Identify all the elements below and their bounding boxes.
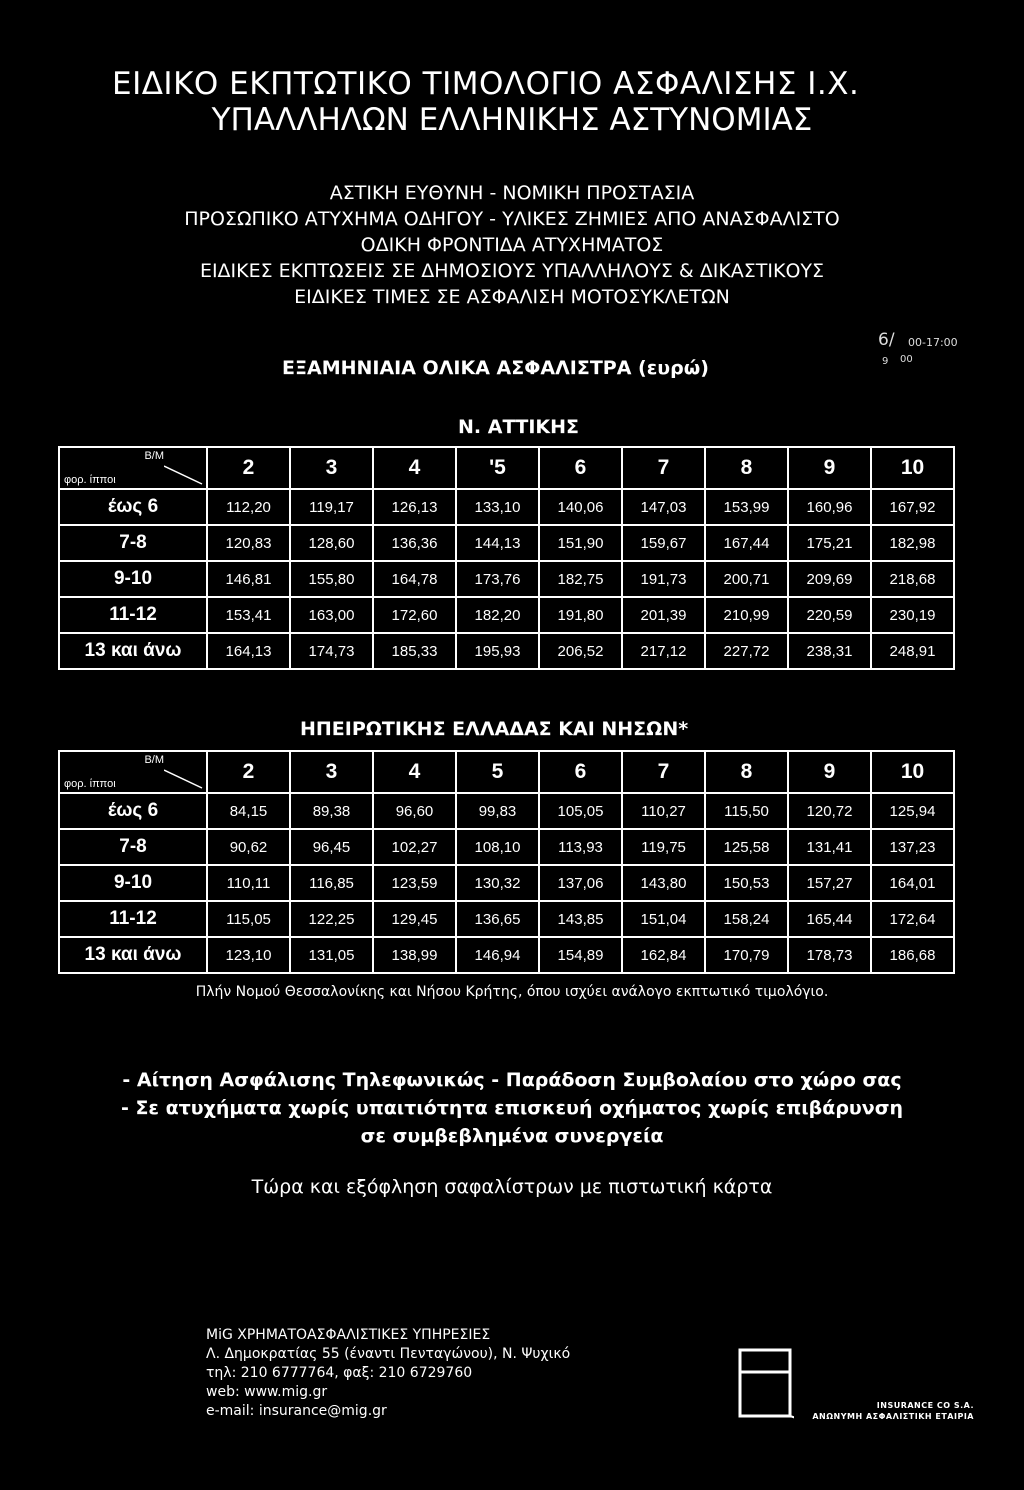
rate-cell: 195,93: [456, 633, 539, 669]
rate-cell: 122,25: [290, 901, 373, 937]
row-label: 9-10: [59, 561, 207, 597]
stamp-small: 00: [900, 354, 913, 365]
rate-cell: 150,53: [705, 865, 788, 901]
rate-cell: 227,72: [705, 633, 788, 669]
row-label: 13 και άνω: [59, 937, 207, 973]
row-label: 11-12: [59, 597, 207, 633]
corner-hp-label: φορ. ίπποι: [64, 474, 116, 486]
rate-cell: 130,32: [456, 865, 539, 901]
rate-cell: 131,41: [788, 829, 871, 865]
rate-cell: 146,81: [207, 561, 290, 597]
table-row: [59, 525, 954, 561]
rate-cell: 209,69: [788, 561, 871, 597]
rate-cell: 96,60: [373, 793, 456, 829]
rate-cell: 159,67: [622, 525, 705, 561]
rate-cell: 170,79: [705, 937, 788, 973]
rate-cell: 157,27: [788, 865, 871, 901]
rate-cell: 191,80: [539, 597, 622, 633]
rate-cell: 102,27: [373, 829, 456, 865]
rate-cell: 163,00: [290, 597, 373, 633]
footnote: Πλήν Νομού Θεσσαλονίκης και Νήσου Κρήτης, όπου ισχύει ανάλογο εκπτωτικό τιμολόγιο.: [195, 984, 829, 1000]
rate-cell: 146,94: [456, 937, 539, 973]
logo-line: INSURANCE CO S.A.: [876, 1401, 974, 1410]
column-header: 7: [622, 447, 705, 489]
rate-cell: 123,10: [207, 937, 290, 973]
diagonal-line-icon: [164, 464, 204, 486]
rate-cell: 174,73: [290, 633, 373, 669]
rate-cell: 153,99: [705, 489, 788, 525]
row-label: 7-8: [59, 829, 207, 865]
rate-cell: 116,85: [290, 865, 373, 901]
table-row: [59, 793, 954, 829]
rate-cell: 119,75: [622, 829, 705, 865]
website[interactable]: web: www.mig.gr: [206, 1384, 328, 1400]
column-header: 10: [871, 751, 954, 793]
rate-cell: 218,68: [871, 561, 954, 597]
column-header: 6: [539, 751, 622, 793]
rate-cell: 143,80: [622, 865, 705, 901]
rate-cell: 119,17: [290, 489, 373, 525]
column-header: 3: [290, 447, 373, 489]
diagonal-line-icon: [164, 768, 204, 790]
promo-block: [0, 1066, 1024, 1150]
phone: τηλ: 210 6777764, φαξ: 210 6729760: [206, 1365, 473, 1381]
rate-cell: 160,96: [788, 489, 871, 525]
rate-cell: 140,06: [539, 489, 622, 525]
rate-cell: 186,68: [871, 937, 954, 973]
rate-cell: 151,90: [539, 525, 622, 561]
stamp-main: 6/: [878, 330, 895, 350]
premium-label: ΕΞΑΜΗΝΙΑΙΑ ΟΛΙΚΑ ΑΣΦΑΛΙΣΤΡΑ (ευρώ): [282, 357, 709, 379]
company-name: MiG ΧΡΗΜΑΤΟΑΣΦΑΛΙΣΤΙΚΕΣ ΥΠΗΡΕΣΙΕΣ: [206, 1327, 491, 1343]
rate-cell: 182,20: [456, 597, 539, 633]
rate-cell: 164,13: [207, 633, 290, 669]
rate-cell: 128,60: [290, 525, 373, 561]
coverage-item: ΑΣΤΙΚΗ ΕΥΘΥΝΗ - ΝΟΜΙΚΗ ΠΡΟΣΤΑΣΙΑ: [329, 182, 695, 204]
coverage-item: ΠΡΟΣΩΠΙΚΟ ΑΤΥΧΗΜΑ ΟΔΗΓΟΥ - ΥΛΙΚΕΣ ΖΗΜΙΕΣ ΑΠΟ ΑΝΑΣΦΑΛΙΣΤΟ: [184, 208, 840, 230]
table-row: [59, 597, 954, 633]
rate-cell: 137,23: [871, 829, 954, 865]
column-header: 4: [373, 447, 456, 489]
promo-line: - Σε ατυχήματα χωρίς υπαιτιότητα επισκευή οχήματος χωρίς επιβάρυνση: [120, 1097, 904, 1119]
rate-cell: 185,33: [373, 633, 456, 669]
rate-cell: 120,72: [788, 793, 871, 829]
table-header-row: [59, 751, 954, 793]
column-header: 6: [539, 447, 622, 489]
rate-cell: 172,60: [373, 597, 456, 633]
rate-cell: 89,38: [290, 793, 373, 829]
rate-cell: 131,05: [290, 937, 373, 973]
rate-cell: 126,13: [373, 489, 456, 525]
column-header: 2: [207, 751, 290, 793]
rate-cell: 110,27: [622, 793, 705, 829]
row-label: έως 6: [59, 489, 207, 525]
rate-cell: 125,94: [871, 793, 954, 829]
column-header: 2: [207, 447, 290, 489]
rate-cell: 136,36: [373, 525, 456, 561]
region-title: ΗΠΕΙΡΩΤΙΚΗΣ ΕΛΛΑΔΑΣ ΚΑΙ ΝΗΣΩΝ*: [300, 718, 689, 740]
company-logo-icon: [736, 1346, 794, 1420]
corner-bm-label: Β/Μ: [144, 450, 164, 462]
rate-cell: 230,19: [871, 597, 954, 633]
column-header: 9: [788, 447, 871, 489]
corner-cell: [59, 751, 207, 793]
logo-text: [798, 1400, 974, 1422]
handwritten-stamp: [878, 330, 958, 367]
column-header: 7: [622, 751, 705, 793]
rate-table-attica: [58, 446, 955, 670]
corner-hp-label: φορ. ίπποι: [64, 778, 116, 790]
rate-cell: 182,98: [871, 525, 954, 561]
coverage-item: ΟΔΙΚΗ ΦΡΟΝΤΙΔΑ ΑΤΥΧΗΜΑΤΟΣ: [360, 234, 664, 256]
rate-cell: 164,78: [373, 561, 456, 597]
rate-cell: 136,65: [456, 901, 539, 937]
table-row: [59, 829, 954, 865]
rate-cell: 162,84: [622, 937, 705, 973]
rate-cell: 172,64: [871, 901, 954, 937]
rate-cell: 147,03: [622, 489, 705, 525]
row-label: έως 6: [59, 793, 207, 829]
email[interactable]: e-mail: insurance@mig.gr: [206, 1403, 387, 1419]
corner-bm-label: Β/Μ: [144, 754, 164, 766]
table-row: [59, 489, 954, 525]
address: Λ. Δημοκρατίας 55 (έναντι Πενταγώνου), Ν. Ψυχικό: [206, 1346, 571, 1362]
rate-table-mainland: [58, 750, 955, 974]
rate-cell: 201,39: [622, 597, 705, 633]
rate-cell: 154,89: [539, 937, 622, 973]
rate-cell: 115,05: [207, 901, 290, 937]
rate-cell: 137,06: [539, 865, 622, 901]
rate-cell: 115,50: [705, 793, 788, 829]
coverage-item: ΕΙΔΙΚΕΣ ΕΚΠΤΩΣΕΙΣ ΣΕ ΔΗΜΟΣΙΟΥΣ ΥΠΑΛΛΗΛΟΥΣ & ΔΙΚΑΣΤΙΚΟΥΣ: [199, 260, 825, 282]
table-row: [59, 937, 954, 973]
region-title: Ν. ΑΤΤΙΚΗΣ: [458, 416, 580, 438]
rate-cell: 138,99: [373, 937, 456, 973]
column-header: 3: [290, 751, 373, 793]
row-label: 7-8: [59, 525, 207, 561]
rate-cell: 158,24: [705, 901, 788, 937]
table-row: [59, 561, 954, 597]
rate-cell: 191,73: [622, 561, 705, 597]
rate-cell: 175,21: [788, 525, 871, 561]
rate-cell: 125,58: [705, 829, 788, 865]
rate-cell: 238,31: [788, 633, 871, 669]
rate-cell: 173,76: [456, 561, 539, 597]
promo-line: σε συμβεβλημένα συνεργεία: [360, 1125, 664, 1147]
rate-cell: 113,93: [539, 829, 622, 865]
column-header: '5: [456, 447, 539, 489]
coverage-list: [0, 180, 1024, 310]
rate-cell: 217,12: [622, 633, 705, 669]
row-label: 11-12: [59, 901, 207, 937]
promo-line: - Αίτηση Ασφάλισης Τηλεφωνικώς - Παράδοση Συμβολαίου στο χώρο σας: [122, 1069, 902, 1091]
stamp-small: 00-17:00: [908, 336, 958, 349]
rate-cell: 200,71: [705, 561, 788, 597]
column-header: 10: [871, 447, 954, 489]
rate-cell: 220,59: [788, 597, 871, 633]
rate-cell: 110,11: [207, 865, 290, 901]
rate-cell: 144,13: [456, 525, 539, 561]
rate-cell: 96,45: [290, 829, 373, 865]
rate-cell: 129,45: [373, 901, 456, 937]
rate-cell: 210,99: [705, 597, 788, 633]
rate-cell: 153,41: [207, 597, 290, 633]
rate-cell: 120,83: [207, 525, 290, 561]
rate-cell: 248,91: [871, 633, 954, 669]
rate-cell: 105,05: [539, 793, 622, 829]
rate-cell: 151,04: [622, 901, 705, 937]
table-row: [59, 865, 954, 901]
stamp-small: 9: [882, 356, 889, 367]
contact-block: [206, 1326, 570, 1421]
logo-line: ΑΝΩΝΥΜΗ ΑΣΦΑΛΙΣΤΙΚΗ ΕΤΑΙΡΙΑ: [812, 1412, 974, 1421]
title-line1: ΕΙΔΙΚΟ ΕΚΠΤΩΤΙΚΟ ΤΙΜΟΛΟΓΙΟ ΑΣΦΑΛΙΣΗΣ Ι.Χ.: [112, 66, 860, 102]
column-header: 5: [456, 751, 539, 793]
rate-cell: 133,10: [456, 489, 539, 525]
rate-cell: 99,83: [456, 793, 539, 829]
title-line2: ΥΠΑΛΛΗΛΩΝ ΕΛΛΗΝΙΚΗΣ ΑΣΤΥΝΟΜΙΑΣ: [211, 102, 813, 138]
corner-cell: [59, 447, 207, 489]
rate-cell: 178,73: [788, 937, 871, 973]
card-payment-note: Τώρα και εξόφληση σαφαλίστρων με πιστωτική κάρτα: [251, 1176, 773, 1198]
table-header-row: [59, 447, 954, 489]
rate-cell: 143,85: [539, 901, 622, 937]
rate-cell: 108,10: [456, 829, 539, 865]
table-row: [59, 633, 954, 669]
rate-cell: 112,20: [207, 489, 290, 525]
column-header: 8: [705, 447, 788, 489]
rate-cell: 90,62: [207, 829, 290, 865]
rate-cell: 84,15: [207, 793, 290, 829]
column-header: 8: [705, 751, 788, 793]
rate-cell: 167,92: [871, 489, 954, 525]
row-label: 9-10: [59, 865, 207, 901]
rate-cell: 165,44: [788, 901, 871, 937]
rate-cell: 164,01: [871, 865, 954, 901]
rate-cell: 182,75: [539, 561, 622, 597]
column-header: 4: [373, 751, 456, 793]
rate-cell: 206,52: [539, 633, 622, 669]
coverage-item: ΕΙΔΙΚΕΣ ΤΙΜΕΣ ΣΕ ΑΣΦΑΛΙΣΗ ΜΟΤΟΣΥΚΛΕΤΩΝ: [294, 286, 730, 308]
column-header: 9: [788, 751, 871, 793]
rate-cell: 155,80: [290, 561, 373, 597]
row-label: 13 και άνω: [59, 633, 207, 669]
rate-cell: 123,59: [373, 865, 456, 901]
table-row: [59, 901, 954, 937]
rate-cell: 167,44: [705, 525, 788, 561]
